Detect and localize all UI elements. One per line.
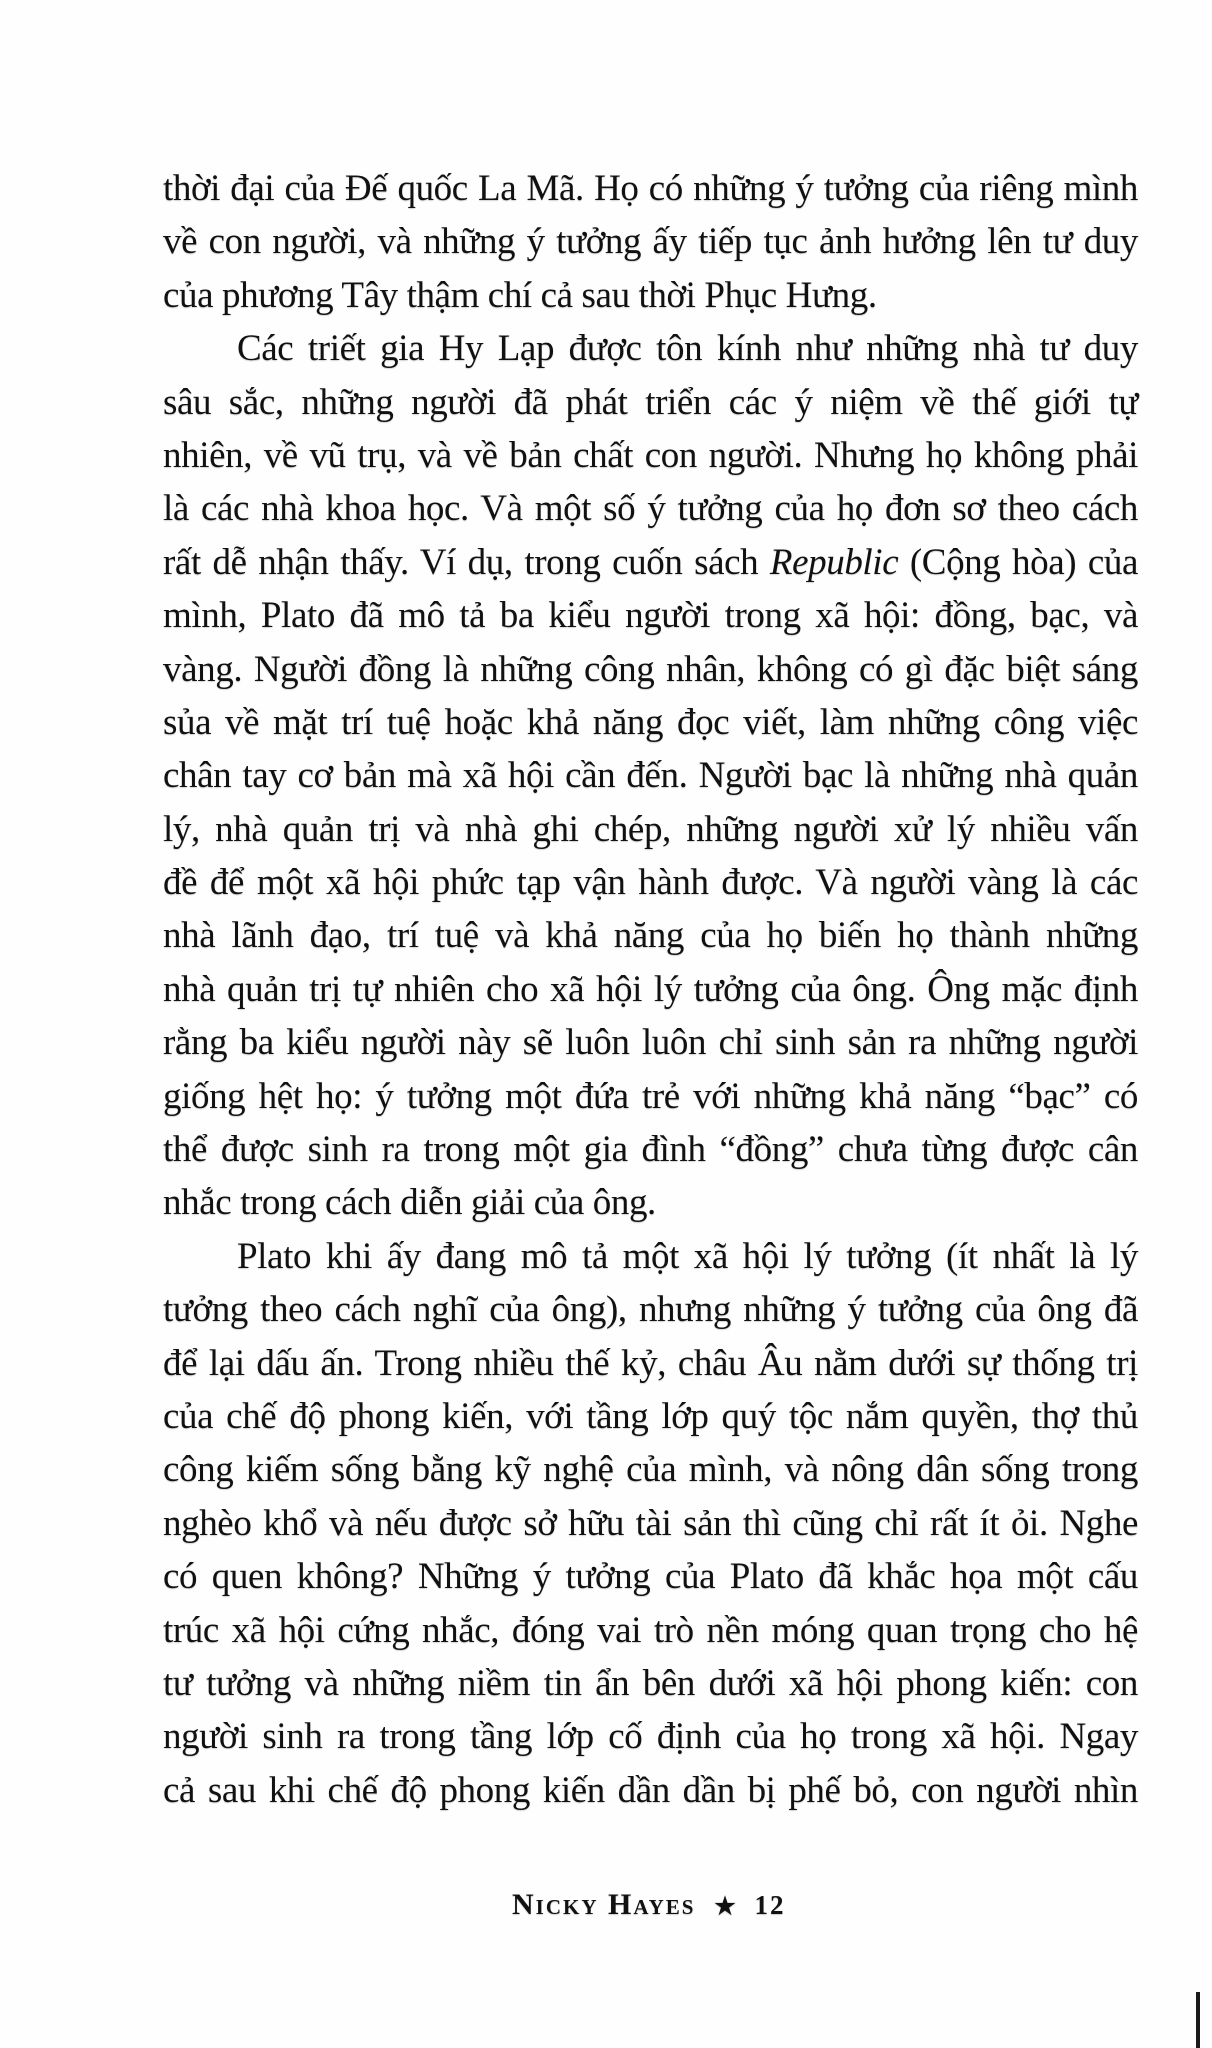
text-line: vàng. Người đồng là những công nhân, không có gì đặc biệt sáng — [163, 648, 1138, 690]
text-line: Các triết gia Hy Lạp được tôn kính như những nhà tư duy — [237, 328, 1138, 370]
paragraph — [163, 322, 1138, 1230]
text-line: giống hệt họ: ý tưởng một đứa trẻ với những khả năng “bạc” có — [163, 1075, 1138, 1117]
text-line: nhà lãnh đạo, trí tuệ và khả năng của họ biến họ thành những — [163, 915, 1138, 957]
text-line: rằng ba kiểu người này sẽ luôn luôn chỉ sinh sản ra những người — [163, 1022, 1138, 1064]
text-line: của chế độ phong kiến, với tầng lớp quý tộc nắm quyền, thợ thủ — [163, 1395, 1138, 1437]
text-line: Plato khi ấy đang mô tả một xã hội lý tưởng (ít nhất là lý — [237, 1235, 1138, 1277]
text-line: chân tay cơ bản mà xã hội cần đến. Người bạc là những nhà quản — [163, 755, 1138, 797]
text-line: mình, Plato đã mô tả ba kiểu người trong xã hội: đồng, bạc, và — [163, 595, 1138, 637]
page-footer — [512, 1888, 785, 1922]
running-author: Nicky Hayes — [512, 1888, 696, 1921]
text-line: nhà quản trị tự nhiên cho xã hội lý tưởng của ông. Ông mặc định — [163, 968, 1138, 1010]
text-line: sủa về mặt trí tuệ hoặc khả năng đọc viết, làm những công việc — [163, 701, 1138, 743]
body-text — [163, 162, 1138, 1817]
text-line: về con người, và những ý tưởng ấy tiếp tục ảnh hưởng lên tư duy — [163, 221, 1138, 263]
text-line: tưởng theo cách nghĩ của ông), nhưng những ý tưởng của ông đã — [163, 1289, 1138, 1331]
text-line: người sinh ra trong tầng lớp cố định của họ trong xã hội. Ngay — [163, 1716, 1138, 1758]
page-number: 12 — [754, 1890, 786, 1920]
text-line: nhắc trong cách diễn giải của ông. — [163, 1182, 656, 1224]
book-title: Republic — [769, 541, 899, 583]
text-line-with-title — [163, 536, 1138, 589]
text-line: công kiếm sống bằng kỹ nghệ của mình, và nông dân sống trong — [163, 1449, 1138, 1491]
text-line: trúc xã hội cứng nhắc, đóng vai trò nền móng quan trọng cho hệ — [163, 1609, 1138, 1651]
text-line: để lại dấu ấn. Trong nhiều thế kỷ, châu Âu nằm dưới sự thống trị — [163, 1342, 1138, 1384]
text-line: thể được sinh ra trong một gia đình “đồng” chưa từng được cân — [163, 1129, 1138, 1171]
text-segment: rất dễ nhận thấy. Ví dụ, trong cuốn sách — [163, 541, 770, 583]
text-line: của phương Tây thậm chí cả sau thời Phục Hưng. — [163, 274, 877, 316]
text-line: sâu sắc, những người đã phát triển các ý niệm về thế giới tự — [163, 381, 1138, 423]
text-line: là các nhà khoa học. Và một số ý tưởng của họ đơn sơ theo cách — [163, 488, 1138, 530]
text-line: tư tưởng và những niềm tin ẩn bên dưới xã hội phong kiến: con — [163, 1662, 1138, 1704]
text-line: lý, nhà quản trị và nhà ghi chép, những người xử lý nhiều vấn — [163, 808, 1138, 850]
text-line: nhiên, về vũ trụ, và về bản chất con người. Nhưng họ không phải — [163, 434, 1138, 476]
page-edge-mark — [1196, 1992, 1200, 2048]
paragraph — [163, 1230, 1138, 1817]
text-line: cả sau khi chế độ phong kiến dần dần bị phế bỏ, con người nhìn — [163, 1769, 1138, 1811]
text-line: thời đại của Đế quốc La Mã. Họ có những ý tưởng của riêng mình — [163, 168, 1138, 209]
text-line: nghèo khổ và nếu được sở hữu tài sản thì cũng chỉ rất ít ỏi. Nghe — [163, 1502, 1138, 1544]
text-segment: (Cộng hòa) của — [898, 541, 1138, 583]
text-line: đề để một xã hội phức tạp vận hành được. Và người vàng là các — [163, 862, 1138, 904]
text-line: có quen không? Những ý tưởng của Plato đã khắc họa một cấu — [163, 1556, 1138, 1598]
paragraph — [163, 162, 1138, 322]
star-icon: ★ — [714, 1894, 738, 1920]
